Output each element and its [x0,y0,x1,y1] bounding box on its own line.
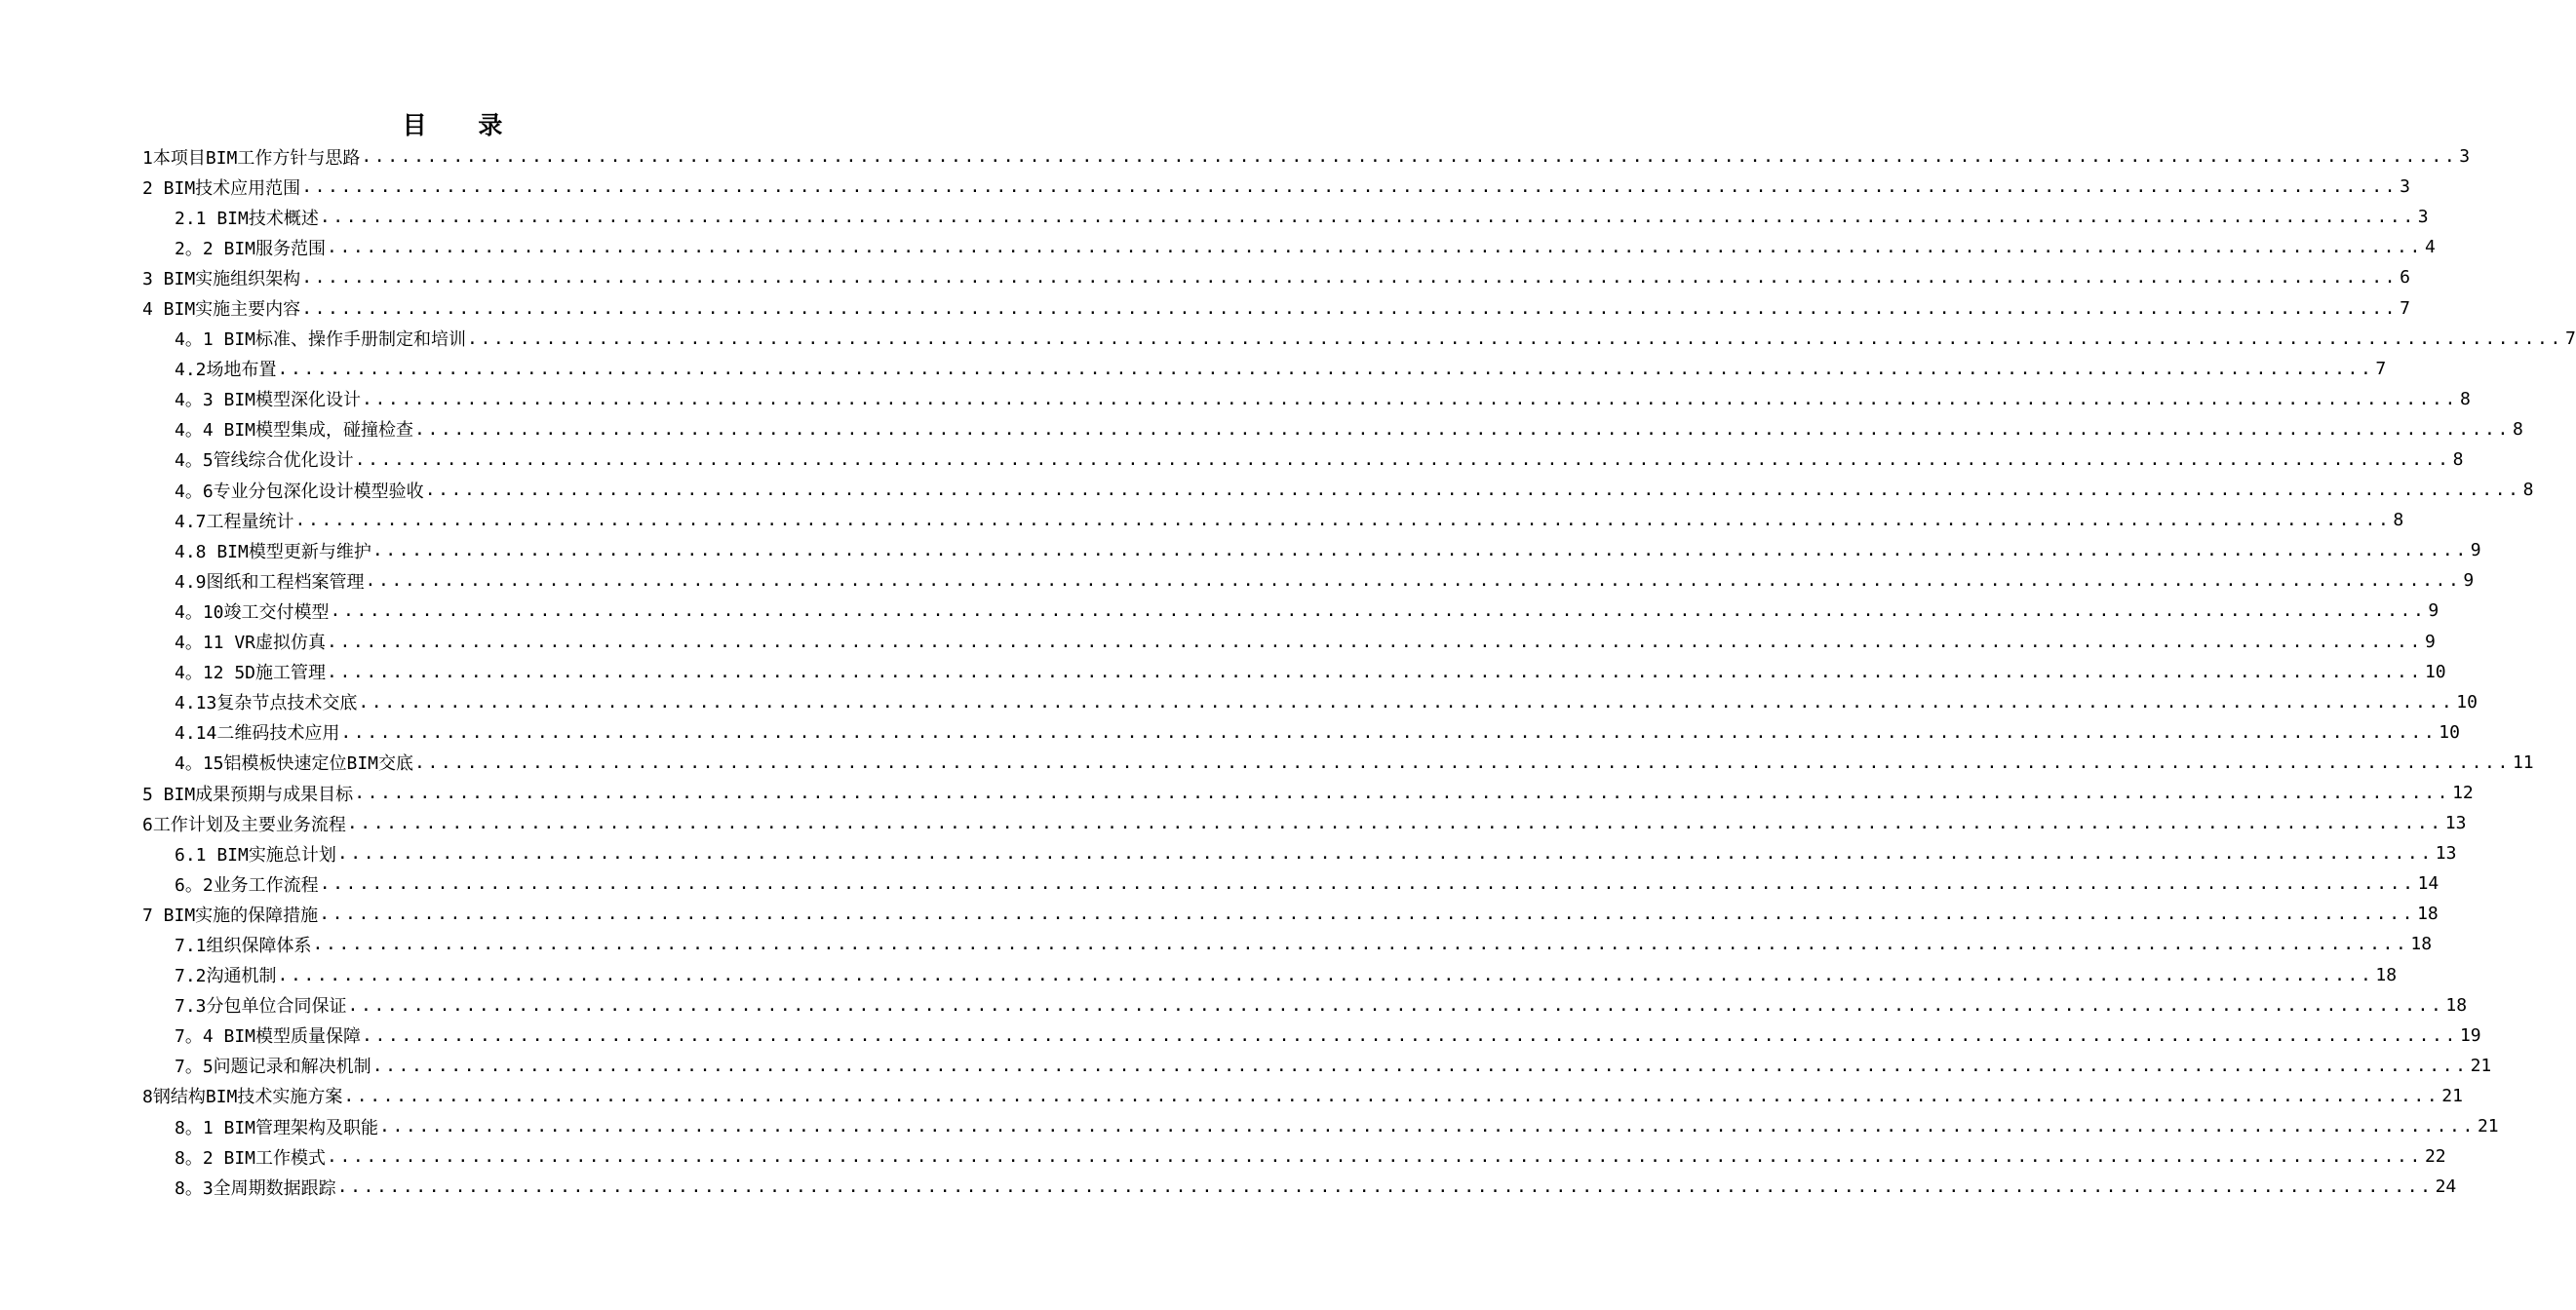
toc-entry[interactable] [0,929,2433,959]
toc-entry-title: 4.2场地布置 [175,360,277,381]
toc-dot-leader: ................................................................................................................................................................ [467,328,2563,349]
toc-entry[interactable] [0,475,2534,505]
toc-dot-leader: ................................................................................................................................................................ [347,994,2444,1016]
toc-entry[interactable] [0,899,2439,929]
toc-dot-leader: ................................................................................................................................................................ [379,1116,2476,1137]
toc-entry[interactable] [0,354,2387,384]
toc-page-number: 14 [2417,873,2439,895]
toc-page-number: 9 [2424,631,2436,652]
toc-dot-leader: ................................................................................................................................................................ [414,418,2511,440]
toc-page-number: 3 [2400,176,2410,198]
toc-entry[interactable] [0,1111,2499,1141]
toc-entry-title: 3 BIM实施组织架构 [142,268,301,289]
toc-page-number: 21 [2477,1116,2499,1137]
toc-dot-leader: ................................................................................................................................................................ [301,176,2399,198]
toc-entry-title: 4。4 BIM模型集成，碰撞检查 [175,420,414,442]
toc-entry-title: 8。3全周期数据跟踪 [175,1177,336,1199]
toc-dot-leader: ................................................................................................................................................................ [354,448,2451,470]
toc-dot-leader: ................................................................................................................................................................ [319,873,2416,895]
toc-page-number: 4 [2424,237,2436,258]
toc-entry[interactable] [0,868,2439,899]
toc-entry-title: 4.9图纸和工程档案管理 [175,571,365,593]
toc-page-number: 10 [2439,721,2460,743]
toc-page-number: 18 [2375,964,2398,985]
toc-entry-title: 4.13复杂节点技术交底 [175,693,358,714]
toc-entry-title: 7。4 BIM模型质量保障 [175,1026,362,1048]
toc-entry-title: 2 BIM技术应用范围 [142,177,301,199]
toc-entry-title: 4。3 BIM模型深化设计 [175,390,362,411]
toc-dot-leader: ................................................................................................................................................................ [362,388,2458,409]
toc-dot-leader: ................................................................................................................................................................ [301,297,2399,319]
toc-entry-title: 4.8 BIM模型更新与维护 [175,541,371,562]
page-title: 目 录 [402,111,525,139]
toc-entry-title: 4.14二维码技术应用 [175,723,340,745]
toc-page-number: 10 [2424,661,2446,682]
toc-entry-title: 7.1组织保障体系 [175,935,312,956]
toc-entry[interactable] [0,505,2404,535]
toc-page-number: 9 [2470,540,2481,561]
toc-page-number: 21 [2441,1085,2463,1106]
toc-entry-title: 6。2业务工作流程 [175,874,319,896]
toc-entry[interactable] [0,778,2474,808]
toc-entry[interactable] [0,1141,2446,1172]
toc-page-number: 8 [2512,418,2523,440]
toc-entry[interactable] [0,262,2410,292]
toc-dot-leader: ................................................................................................................................................................ [277,964,2374,985]
toc-page-number: 24 [2435,1176,2457,1198]
toc-page-number: 8 [2393,510,2404,531]
toc-entry-title: 4。6专业分包深化设计模型验收 [175,481,424,502]
toc-entry-title: 4。12 5D施工管理 [175,663,327,684]
toc-entry[interactable] [0,414,2523,444]
toc-entry-title: 4.7工程量统计 [175,511,294,532]
toc-entry[interactable] [0,990,2468,1021]
toc-page-number: 7 [2564,328,2576,349]
toc-dot-leader: ................................................................................................................................................................ [312,934,2409,955]
toc-entry[interactable] [0,324,2576,354]
toc-page-number: 10 [2456,691,2478,713]
toc-entry[interactable] [0,444,2464,475]
toc-dot-leader: ................................................................................................................................................................ [362,1024,2458,1046]
toc-dot-leader: ................................................................................................................................................................ [346,813,2443,834]
toc-entry[interactable] [0,565,2475,596]
toc-entry-title: 4。10竣工交付模型 [175,601,330,623]
toc-entry[interactable] [0,687,2478,717]
toc-dot-leader: ................................................................................................................................................................ [371,540,2469,561]
toc-entry-title: 6.1 BIM实施总计划 [175,844,336,866]
toc-dot-leader: ................................................................................................................................................................ [371,1055,2469,1076]
toc-page-number: 19 [2459,1024,2481,1046]
toc-entry[interactable] [0,232,2436,262]
toc-page-number: 11 [2512,751,2534,773]
toc-entry[interactable] [0,1172,2457,1202]
toc-page-number: 9 [2463,570,2475,592]
toc-page-number: 3 [2459,146,2471,168]
toc-entry-title: 7.3分包单位合同保证 [175,996,347,1018]
toc-entry[interactable] [0,838,2457,868]
toc-entry[interactable] [0,627,2436,657]
toc-page-number: 7 [2400,297,2410,319]
toc-dot-leader: ................................................................................................................................................................ [277,358,2374,379]
table-of-contents [0,141,2576,1202]
toc-entry-title: 5 BIM成果预期与成果目标 [142,784,354,805]
toc-entry[interactable] [0,1051,2492,1081]
toc-dot-leader: ................................................................................................................................................................ [340,721,2438,743]
toc-dot-leader: ................................................................................................................................................................ [294,510,2392,531]
toc-dot-leader: ................................................................................................................................................................ [343,1085,2440,1106]
toc-entry-title: 7。5问题记录和解决机制 [175,1057,371,1078]
toc-entry-title: 4。11 VR虚拟仿真 [175,633,327,654]
toc-page-number: 8 [2452,448,2464,470]
toc-dot-leader: ................................................................................................................................................................ [327,631,2423,652]
toc-entry[interactable] [0,1081,2463,1111]
toc-entry[interactable] [0,1021,2481,1051]
toc-entry-title: 2.1 BIM技术概述 [175,208,319,229]
toc-entry[interactable] [0,202,2429,232]
toc-page-number: 8 [2522,480,2534,501]
toc-dot-leader: ................................................................................................................................................................ [361,146,2458,168]
toc-entry-title: 7 BIM实施的保障措施 [142,905,319,926]
toc-entry-title: 6工作计划及主要业务流程 [142,814,346,835]
toc-entry[interactable] [0,748,2534,778]
toc-entry[interactable] [0,384,2471,414]
toc-page-number: 18 [2417,904,2439,925]
toc-page-number: 8 [2459,388,2471,409]
toc-entry-title: 1本项目BIM工作方针与思路 [142,147,361,169]
toc-entry-title: 8钢结构BIM技术实施方案 [142,1087,343,1108]
toc-page-number: 21 [2470,1055,2492,1076]
toc-dot-leader: ................................................................................................................................................................ [327,237,2423,258]
toc-page-number: 18 [2410,934,2433,955]
toc-dot-leader: ................................................................................................................................................................ [327,1146,2423,1168]
toc-dot-leader: ................................................................................................................................................................ [336,843,2434,865]
toc-entry-title: 4。1 BIM标准、操作手册制定和培训 [175,329,467,351]
toc-page-number: 13 [2435,843,2457,865]
toc-page-number: 12 [2452,783,2474,804]
toc-entry-title: 4。15铝模板快速定位BIM交底 [175,753,414,775]
toc-entry[interactable] [0,960,2398,990]
toc-dot-leader: ................................................................................................................................................................ [414,751,2511,773]
toc-page-number: 13 [2444,813,2467,834]
toc-entry[interactable] [0,292,2410,323]
toc-entry[interactable] [0,717,2460,748]
toc-entry-title: 4 BIM实施主要内容 [142,299,301,321]
toc-page-number: 3 [2417,207,2429,228]
toc-entry[interactable] [0,535,2481,565]
toc-dot-leader: ................................................................................................................................................................ [336,1176,2434,1198]
toc-entry[interactable] [0,808,2467,838]
toc-page-number: 18 [2445,994,2468,1016]
toc-dot-leader: ................................................................................................................................................................ [301,267,2399,289]
toc-dot-leader: ................................................................................................................................................................ [327,661,2423,682]
toc-entry[interactable] [0,596,2439,626]
toc-entry-title: 8。1 BIM管理架构及职能 [175,1117,379,1138]
toc-entry-title: 2。2 BIM服务范围 [175,238,327,259]
toc-dot-leader: ................................................................................................................................................................ [319,207,2416,228]
toc-entry[interactable] [0,657,2446,687]
toc-entry[interactable] [0,141,2471,172]
toc-entry-title: 7.2沟通机制 [175,966,277,987]
toc-page-number: 6 [2400,267,2410,289]
toc-dot-leader: ................................................................................................................................................................ [330,600,2427,622]
toc-dot-leader: ................................................................................................................................................................ [365,570,2462,592]
toc-dot-leader: ................................................................................................................................................................ [354,783,2451,804]
toc-entry-title: 4。5管线综合优化设计 [175,450,354,472]
toc-page-number: 9 [2428,600,2439,622]
toc-dot-leader: ................................................................................................................................................................ [358,691,2455,713]
toc-page-number: 7 [2375,358,2387,379]
toc-entry[interactable] [0,172,2410,202]
toc-dot-leader: ................................................................................................................................................................ [424,480,2521,501]
toc-dot-leader: ................................................................................................................................................................ [319,904,2416,925]
toc-page-number: 22 [2424,1146,2446,1168]
toc-entry-title: 8。2 BIM工作模式 [175,1147,327,1169]
